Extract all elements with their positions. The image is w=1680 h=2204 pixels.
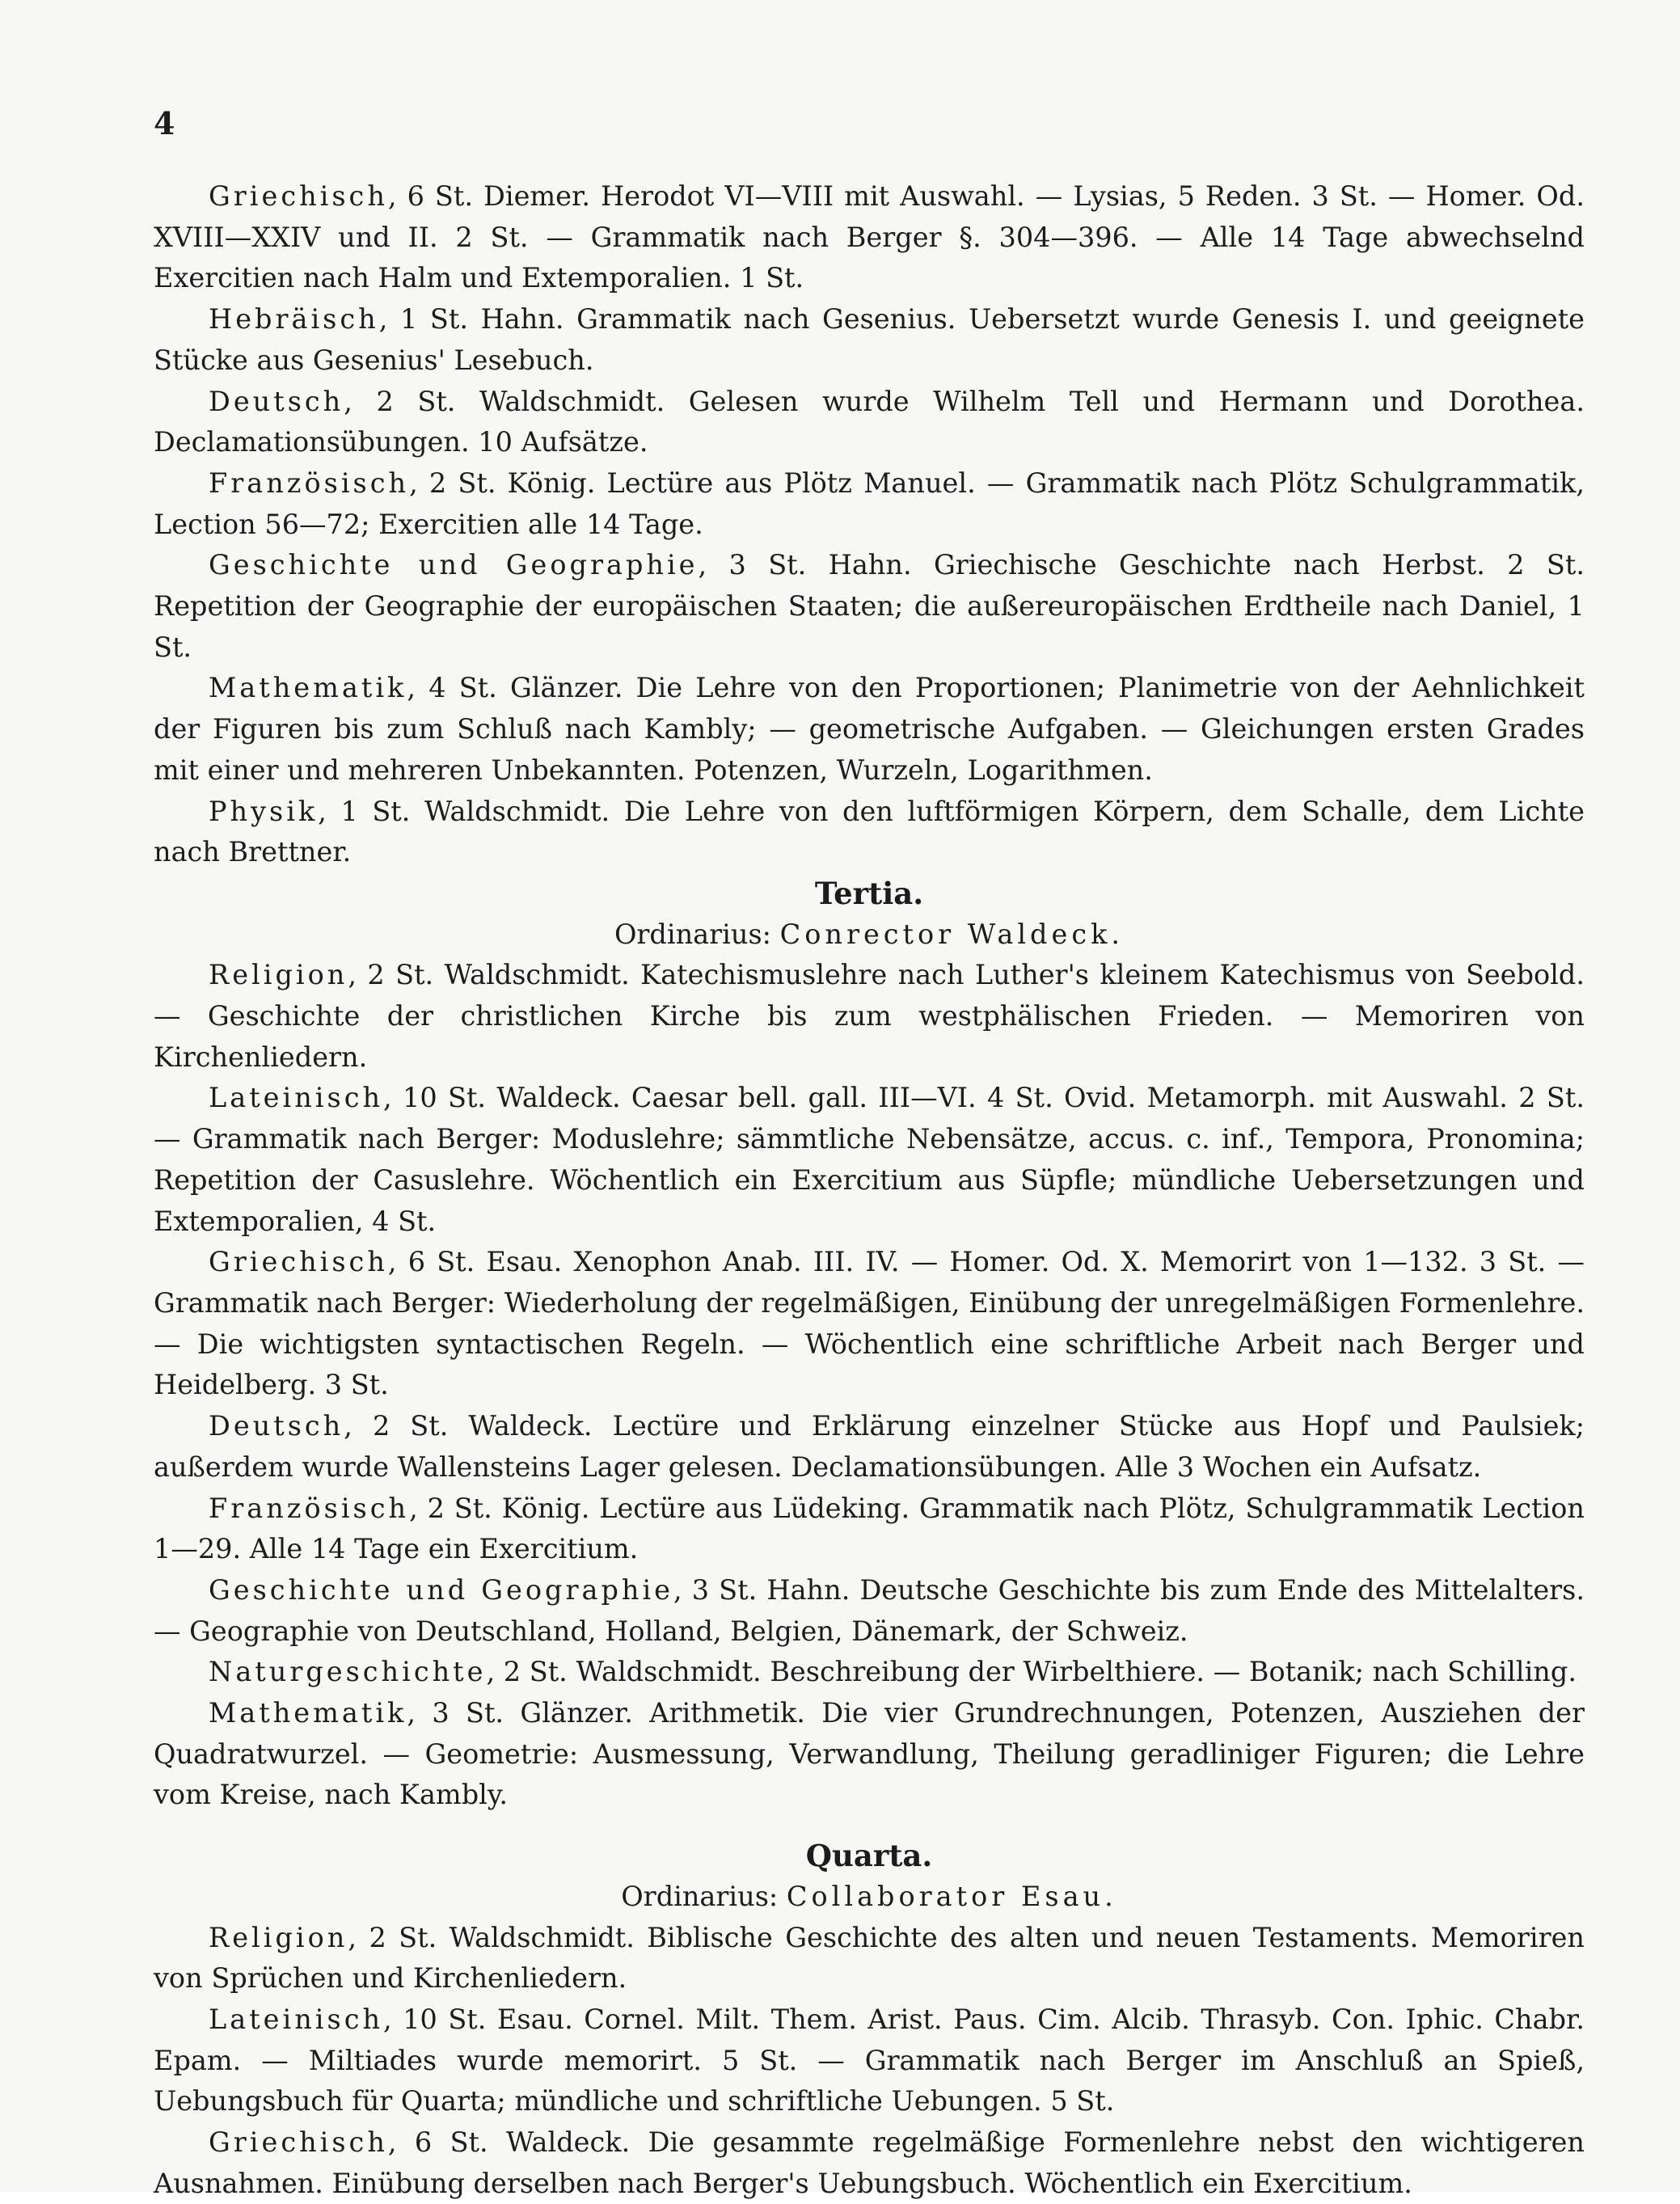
paragraph-text: , 3 St. Hahn. Griechische Geschichte nach Herbst. 2 St. Repetition der Geographie der europäischen Staaten; die außereuropäischen Erdtheile nach Daniel, 1 St. xyxy=(154,549,1585,663)
ordinarius-name: Conrector Waldeck. xyxy=(779,918,1125,950)
paragraph-text: , 10 St. Waldeck. Caesar bell. gall. III—VI. 4 St. Ovid. Metamorph. mit Auswahl. 2 St. — Grammatik nach Berger: Moduslehre; sämmtliche Nebensätze, accus. c. inf., Tempora, Pronomina; Repetition der Casuslehre. Wöchentlich ein Exercitium aus Süpfle; mündliche Uebersetzungen und Extemporalien, 4 St. xyxy=(154,1082,1585,1237)
paragraph-quarta-lateinisch xyxy=(154,1999,1585,2122)
subject-label: Mathematik xyxy=(209,672,407,704)
paragraph-tertia-geschichte xyxy=(154,1570,1585,1652)
subject-label: Religion xyxy=(209,959,348,991)
paragraph-secunda-franzoesisch xyxy=(154,463,1585,545)
page-body xyxy=(154,176,1585,2204)
subject-label: Mathematik xyxy=(209,1697,407,1729)
paragraph-text: , 3 St. Glänzer. Arithmetik. Die vier Grundrechnungen, Potenzen, Ausziehen der Quadratwurzel. — Geometrie: Ausmessung, Verwandlung, Theilung geradliniger Figuren; die Lehre vom Kreise, nach Kambly. xyxy=(154,1697,1585,1811)
paragraph-tertia-mathematik xyxy=(154,1693,1585,1816)
ordinarius-label: Ordinarius: xyxy=(614,918,771,950)
paragraph-secunda-geschichte xyxy=(154,545,1585,668)
subject-label: Geschichte und Geographie xyxy=(209,1573,674,1606)
subject-label: Religion xyxy=(209,1921,348,1953)
paragraph-text: , 6 St. Esau. Xenophon Anab. III. IV. — Homer. Od. X. Memorirt von 1—132. 3 St. — Grammatik nach Berger: Wiederholung der regelmäßigen, Einübung der unregelmäßigen Formenlehre. — Die wichtigsten syntactischen Regeln. — Wöchentlich eine schriftliche Arbeit nach Berger und Heidelberg. 3 St. xyxy=(154,1246,1585,1401)
subject-label: Französisch xyxy=(209,467,410,499)
paragraph-text: , 6 St. Diemer. Herodot VI—VIII mit Auswahl. — Lysias, 5 Reden. 3 St. — Homer. Od. XVIII—XXIV und II. 2 St. — Grammatik nach Berger §. 304—396. — Alle 14 Tage abwechselnd Exercitien nach Halm und Extemporalien. 1 St. xyxy=(154,180,1585,294)
paragraph-tertia-naturgeschichte xyxy=(154,1652,1585,1693)
paragraph-text: , 1 St. Hahn. Grammatik nach Gesenius. Uebersetzt wurde Genesis I. und geeignete Stücke aus Gesenius' Lesebuch. xyxy=(154,303,1585,376)
subject-label: Lateinisch xyxy=(209,2003,384,2035)
subject-label: Hebräisch xyxy=(209,303,379,336)
paragraph-text: , 3 St. Hahn. Deutsche Geschichte bis zum Ende des Mittelalters. — Geographie von Deutschland, Holland, Belgien, Dänemark, der Schweiz. xyxy=(154,1573,1585,1647)
paragraph-secunda-deutsch xyxy=(154,382,1585,463)
paragraph-text: , 2 St. König. Lectüre aus Lüdeking. Grammatik nach Plötz, Schulgrammatik Lection 1—29. Alle 14 Tage ein Exercitium. xyxy=(154,1492,1585,1565)
paragraph-secunda-mathematik xyxy=(154,668,1585,791)
ordinarius-name: Collaborator Esau. xyxy=(786,1880,1117,1912)
paragraph-text: , 2 St. Waldschmidt. Beschreibung der Wirbelthiere. — Botanik; nach Schilling. xyxy=(486,1656,1577,1688)
subject-label: Griechisch xyxy=(209,1246,388,1278)
paragraph-tertia-religion xyxy=(154,955,1585,1078)
paragraph-text: , 2 St. Waldschmidt. Gelesen wurde Wilhelm Tell und Hermann und Dorothea. Declamationsübungen. 10 Aufsätze. xyxy=(154,385,1585,458)
paragraph-text: , 4 St. Glänzer. Die Lehre von den Proportionen; Planimetrie von der Aehnlichkeit der Figuren bis zum Schluß nach Kambly; — geometrische Aufgaben. — Gleichungen ersten Grades mit einer und mehreren Unbekannten. Potenzen, Wurzeln, Logarithmen. xyxy=(154,672,1585,786)
paragraph-secunda-griechisch xyxy=(154,176,1585,299)
paragraph-text: , 2 St. Waldschmidt. Biblische Geschichte des alten und neuen Testaments. Memoriren von Sprüchen und Kirchenliedern. xyxy=(154,1921,1585,1995)
paragraph-text: , 2 St. König. Lectüre aus Plötz Manuel. — Grammatik nach Plötz Schulgrammatik, Lection 56—72; Exercitien alle 14 Tage. xyxy=(154,467,1585,540)
subject-label: Lateinisch xyxy=(209,1082,384,1114)
paragraph-tertia-deutsch xyxy=(154,1406,1585,1488)
paragraph-tertia-lateinisch xyxy=(154,1078,1585,1242)
subject-label: Französisch xyxy=(209,1492,410,1524)
paragraph-text: , 10 St. Esau. Cornel. Milt. Them. Arist. Paus. Cim. Alcib. Thrasyb. Con. Iphic. Chabr. Epam. — Miltiades wurde memorirt. 5 St. — Grammatik nach Berger im Anschluß an Spieß, Uebungsbuch für Quarta; mündliche und schriftliche Uebungen. 5 St. xyxy=(154,2003,1585,2117)
section-heading-quarta: Quarta. xyxy=(805,1838,933,1874)
subject-label: Deutsch xyxy=(209,1410,344,1442)
paragraph-text: , 1 St. Waldschmidt. Die Lehre von den luftförmigen Körpern, dem Schalle, dem Lichte nach Brettner. xyxy=(154,795,1585,868)
section-spacer xyxy=(154,1816,1585,1835)
subject-label: Physik xyxy=(209,795,319,827)
page-number: 4 xyxy=(154,105,175,141)
ordinarius-quarta xyxy=(154,1877,1585,1918)
subject-label: Naturgeschichte xyxy=(209,1656,487,1688)
ordinarius-label: Ordinarius: xyxy=(621,1880,779,1912)
section-heading-tertia: Tertia. xyxy=(814,875,924,911)
paragraph-tertia-franzoesisch xyxy=(154,1488,1585,1570)
paragraph-text: , 2 St. Waldeck. Lectüre und Erklärung einzelner Stücke aus Hopf und Paulsiek; außerdem wurde Wallensteins Lager gelesen. Declamationsübungen. Alle 3 Wochen ein Aufsatz. xyxy=(154,1410,1585,1483)
paragraph-text: , 6 St. Waldeck. Die gesammte regelmäßige Formenlehre nebst den wichtigeren Ausnahmen. Einübung derselben nach Berger's Uebungsbuch. Wöchentlich ein Exercitium. xyxy=(154,2126,1585,2199)
paragraph-text: , 2 St. Waldschmidt. Katechismuslehre nach Luther's kleinem Katechismus von Seebold. — Geschichte der christlichen Kirche bis zum westphälischen Frieden. — Memoriren von Kirchenliedern. xyxy=(154,959,1585,1073)
paragraph-quarta-religion xyxy=(154,1918,1585,1999)
subject-label: Griechisch xyxy=(209,2126,388,2159)
subject-label: Griechisch xyxy=(209,180,388,212)
paragraph-secunda-hebraeisch xyxy=(154,299,1585,381)
ordinarius-tertia xyxy=(154,914,1585,956)
paragraph-tertia-griechisch xyxy=(154,1242,1585,1406)
paragraph-secunda-physik xyxy=(154,792,1585,873)
subject-label: Geschichte und Geographie xyxy=(209,549,699,581)
subject-label: Deutsch xyxy=(209,385,344,417)
